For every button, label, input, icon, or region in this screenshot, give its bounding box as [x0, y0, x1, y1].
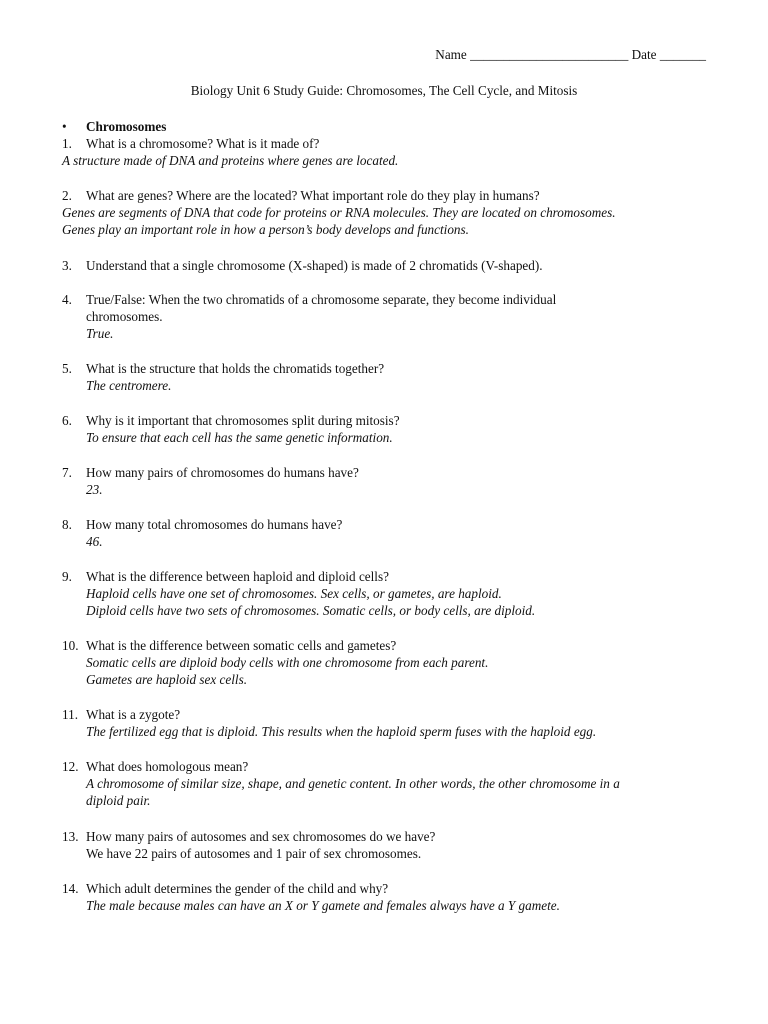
question-text: Why is it important that chromosomes split during mitosis? [86, 413, 400, 428]
name-blank: ________________________ [470, 47, 629, 62]
answer-text: The male because males can have an X or Y gamete and females always have a Y gamete. [86, 898, 560, 913]
question-text: How many pairs of chromosomes do humans have? [86, 465, 359, 480]
answer-text: True. [86, 326, 114, 341]
question-number: 2. [62, 188, 72, 203]
question-number: 10. [62, 638, 79, 653]
date-label: Date [631, 47, 657, 62]
question-text: What is the difference between somatic cells and gametes? [86, 638, 397, 653]
question-number: 8. [62, 517, 72, 532]
answer-text: Somatic cells are diploid body cells with one chromosome from each parent. [86, 655, 489, 670]
question-number: 7. [62, 465, 72, 480]
bullet-icon: • [62, 119, 67, 134]
question-text: What does homologous mean? [86, 759, 249, 774]
question-text: How many pairs of autosomes and sex chromosomes do we have? [86, 829, 436, 844]
question-1 [62, 135, 712, 169]
question-text: Understand that a single chromosome (X-shaped) is made of 2 chromatids (V-shaped). [86, 258, 543, 273]
answer-text: To ensure that each cell has the same genetic information. [86, 430, 393, 445]
question-12 [62, 758, 712, 809]
question-text: What is the structure that holds the chromatids together? [86, 361, 385, 376]
answer-text: Genes play an important role in how a person’s body develops and functions. [62, 222, 469, 237]
question-9 [62, 568, 712, 619]
question-6 [62, 412, 712, 446]
date-blank: _______ [659, 47, 706, 62]
answer-text: Gametes are haploid sex cells. [86, 672, 248, 687]
question-11 [62, 706, 712, 740]
answer-text: A chromosome of similar size, shape, and genetic content. In other words, the other chromosome in a [86, 776, 620, 791]
question-number: 13. [62, 829, 79, 844]
question-13 [62, 828, 712, 862]
question-text: What is a chromosome? What is it made of? [86, 136, 320, 151]
question-number: 5. [62, 361, 72, 376]
question-2 [62, 187, 712, 238]
question-text: What is the difference between haploid and diploid cells? [86, 569, 389, 584]
answer-text: diploid pair. [86, 793, 151, 808]
question-number: 9. [62, 569, 72, 584]
question-text-continued: chromosomes. [86, 309, 163, 324]
question-5 [62, 360, 712, 394]
page-title: Biology Unit 6 Study Guide: Chromosomes, The Cell Cycle, and Mitosis [190, 83, 578, 98]
question-text: True/False: When the two chromatids of a chromosome separate, they become individual [86, 292, 557, 307]
name-date-line [435, 46, 706, 63]
question-number: 6. [62, 413, 72, 428]
question-8 [62, 516, 712, 550]
question-3 [62, 257, 712, 274]
question-7 [62, 464, 712, 498]
question-10 [62, 637, 712, 688]
answer-text: Genes are segments of DNA that code for proteins or RNA molecules. They are located on chromosomes. [62, 205, 616, 220]
answer-text: The fertilized egg that is diploid. This results when the haploid sperm fuses with the haploid egg. [86, 724, 597, 739]
question-number: 14. [62, 881, 79, 896]
question-number: 4. [62, 292, 72, 307]
question-text: What is a zygote? [86, 707, 181, 722]
answer-text: 46. [86, 534, 103, 549]
name-label: Name [435, 47, 467, 62]
question-number: 1. [62, 136, 72, 151]
answer-text: We have 22 pairs of autosomes and 1 pair of sex chromosomes. [86, 846, 422, 861]
question-number: 12. [62, 759, 79, 774]
question-text: Which adult determines the gender of the child and why? [86, 881, 389, 896]
question-number: 11. [62, 707, 78, 722]
question-text: What are genes? Where are the located? What important role do they play in humans? [86, 188, 540, 203]
answer-text: 23. [86, 482, 103, 497]
section-heading [62, 118, 166, 135]
answer-text: Haploid cells have one set of chromosomes. Sex cells, or gametes, are haploid. [86, 586, 502, 601]
question-4 [62, 291, 712, 342]
question-14 [62, 880, 712, 914]
section-heading-text: Chromosomes [86, 119, 167, 134]
answer-text: A structure made of DNA and proteins where genes are located. [62, 153, 399, 168]
answer-text: The centromere. [86, 378, 172, 393]
question-text: How many total chromosomes do humans have? [86, 517, 343, 532]
question-number: 3. [62, 258, 72, 273]
answer-text: Diploid cells have two sets of chromosomes. Somatic cells, or body cells, are diploid. [86, 603, 536, 618]
